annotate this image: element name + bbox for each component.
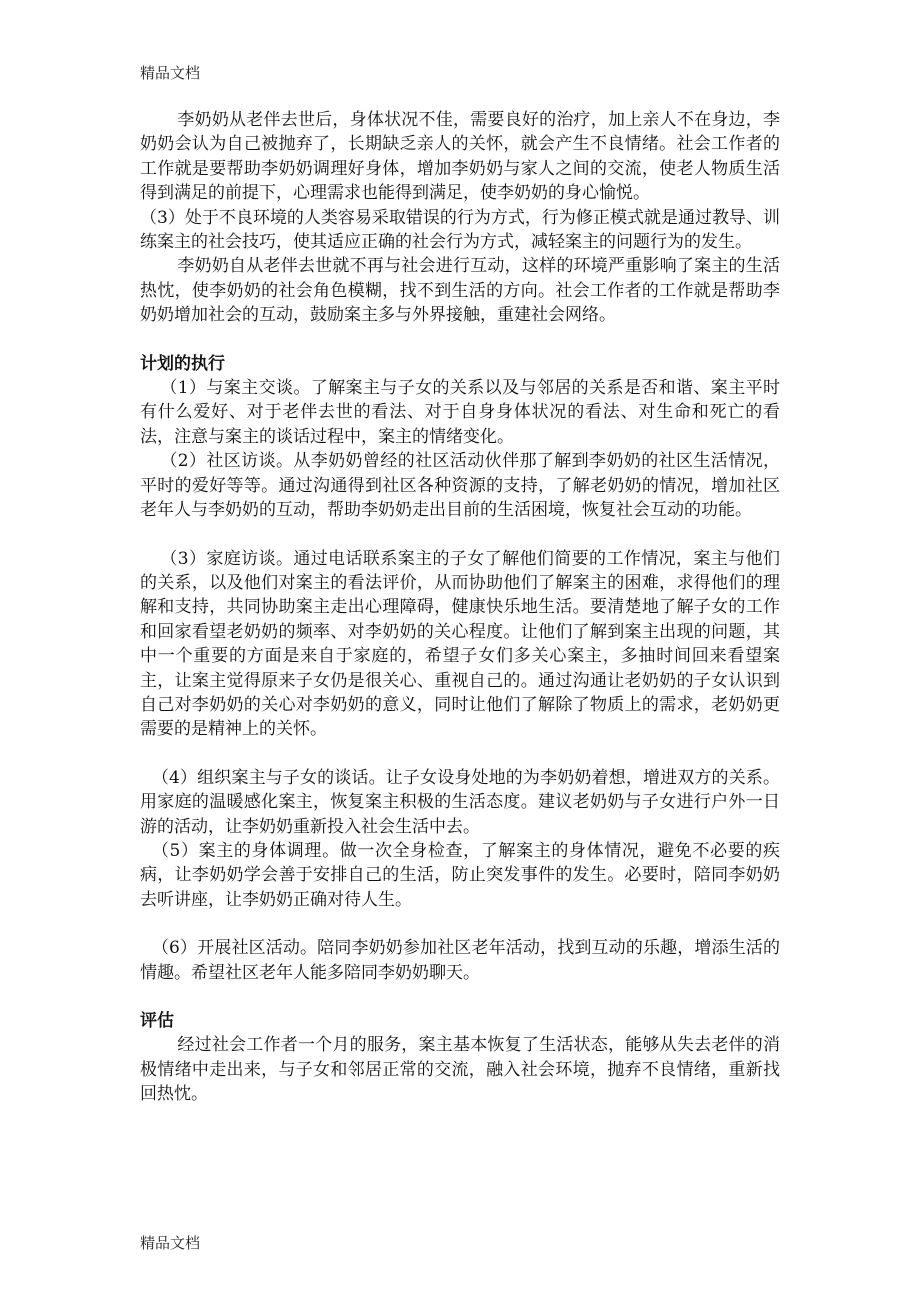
page-header: 精品文档 bbox=[140, 64, 201, 82]
document-body bbox=[140, 108, 780, 1107]
plan-item-6: （6）开展社区活动。陪同李奶奶参加社区老年活动，找到互动的乐趣，增添生活的情趣。希望社区老年人能多陪同李奶奶聊天。 bbox=[140, 938, 780, 983]
heading-evaluation: 评估 bbox=[140, 1011, 174, 1031]
plan-item-5: （5）案主的身体调理。做一次全身检查，了解案主的身体情况，避免不必要的疾病，让李奶奶学会善于安排自己的生活，防止突发事件的发生。必要时，陪同李奶奶去听讲座，让李奶奶正确对待人生。 bbox=[140, 840, 780, 910]
paragraph-behavior-modification: （3）处于不良环境的人类容易采取错误的行为方式，行为修正模式就是通过教导、训练案主的社会技巧，使其适应正确的社会行为方式，减轻案主的问题行为的发生。 bbox=[140, 207, 780, 253]
paragraph-evaluation: 经过社会工作者一个月的服务，案主基本恢复了生活状态，能够从失去老伴的消极情绪中走出来，与子女和邻居正常的交流，融入社会环境，抛弃不良情绪，重新找回热忱。 bbox=[140, 1035, 780, 1105]
heading-plan-execution: 计划的执行 bbox=[140, 353, 225, 374]
plan-item-1: （1）与案主交谈。了解案主与子女的关系以及与邻居的关系是否和谐、案主平时有什么爱好、对于老伴去世的看法、对于自身身体状况的看法、对生命和死亡的看法，注意与案主的谈话过程中，案主的情绪变化。 bbox=[140, 378, 780, 447]
page-footer: 精品文档 bbox=[140, 1234, 201, 1252]
paragraph-social-interaction: 李奶奶自从老伴去世就不再与社会进行互动，这样的环境严重影响了案主的生活热忱，使李奶奶的社会角色模糊，找不到生活的方向。社会工作者的工作就是帮助李奶奶增加社会的互动，鼓励案主多与外界接触，重建社会网络。 bbox=[140, 256, 780, 326]
paragraph-intro: 李奶奶从老伴去世后，身体状况不佳，需要良好的治疗，加上亲人不在身边，李奶奶会认为自己被抛弃了，长期缺乏亲人的关怀，就会产生不良情绪。社会工作者的工作就是要帮助李奶奶调理好身体，增加李奶奶与家人之间的交流，使老人物质生活得到满足的前提下，心理需求也能得到满足，使李奶奶的身心愉悦。 bbox=[140, 110, 780, 204]
plan-item-3: （3）家庭访谈。通过电话联系案主的子女了解他们简要的工作情况，案主与他们的关系，以及他们对案主的看法评价，从而协助他们了解案主的困难，求得他们的理解和支持，共同协助案主走出心理障碍，健康快乐地生活。要清楚地了解子女的工作和回家看望老奶奶的频率、对李奶奶的关心程度。让他们了解到案主出现的问题，其中一个重要的方面是来自于家庭的，希望子女们多关心案主，多抽时间回来看望案主，让案主觉得原来子女仍是很关心、重视自己的。通过沟通让老奶奶的子女认识到自己对李奶奶的关心对李奶奶的意义，同时让他们了解除了物质上的需求，老奶奶更需要的是精神上的关怀。 bbox=[140, 548, 780, 740]
plan-item-2: （2）社区访谈。从李奶奶曾经的社区活动伙伴那了解到李奶奶的社区生活情况，平时的爱好等等。通过沟通得到社区各种资源的支持，了解老奶奶的情况，增加社区老年人与李奶奶的互动，帮助李奶奶走出目前的生活困境，恢复社会互动的功能。 bbox=[140, 451, 780, 521]
plan-item-4: （4）组织案主与子女的谈话。让子女设身处地的为李奶奶着想，增进双方的关系。用家庭的温暖感化案主，恢复案主积极的生活态度。建议老奶奶与子女进行户外一日游的活动，让李奶奶重新投入社会生活中去。 bbox=[140, 767, 780, 837]
